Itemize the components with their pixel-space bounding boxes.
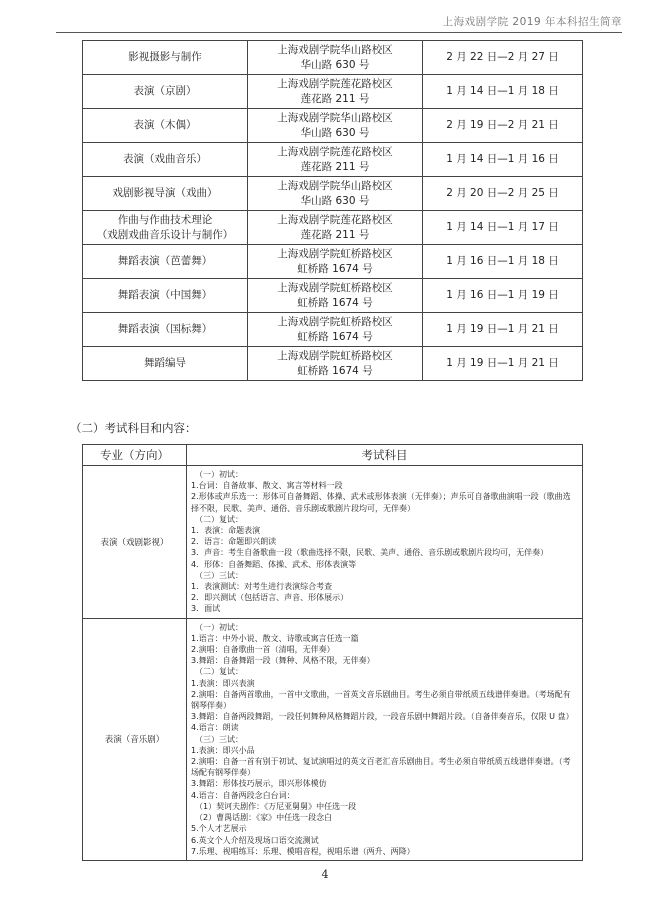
major-subtitle: （戏剧戏曲音乐设计与制作）	[96, 228, 234, 241]
content-line: （三）三试：	[195, 570, 243, 580]
subjects-cell	[187, 466, 583, 619]
date-cell: 2 月 20 日—2 月 25 日	[423, 177, 583, 211]
content-line: 2.演唱：自备歌曲一首（清唱，无伴奏）	[191, 645, 335, 655]
major-cell	[83, 177, 248, 211]
exam-subjects-table	[82, 444, 583, 861]
location-cell	[248, 313, 423, 347]
content-line: 4．形体：自备舞蹈、体操、武术、形体表演等	[191, 559, 357, 569]
campus-address: 华山路 630 号	[300, 126, 370, 139]
content-line: （2）曹禺话剧：《家》中任选一段念白	[195, 813, 333, 823]
location-cell	[248, 211, 423, 245]
date-cell: 2 月 22 日—2 月 27 日	[423, 41, 583, 75]
exam-schedule-table	[82, 40, 583, 381]
table-row	[83, 177, 583, 211]
content-line: 1．表演：命题表演	[191, 526, 261, 536]
running-header-title: 上海戏剧学院 2019 年本科招生简章	[442, 16, 622, 28]
table-row	[83, 347, 583, 381]
major-name: 表演（木偶）	[133, 119, 197, 131]
major-cell: 表演（戏剧影视）	[83, 466, 187, 619]
date-cell: 1 月 14 日—1 月 17 日	[423, 211, 583, 245]
campus-name: 上海戏剧学院虹桥路校区	[277, 281, 393, 294]
location-cell	[248, 279, 423, 313]
major-name: 舞蹈表演（中国舞）	[117, 289, 213, 301]
table-row	[83, 143, 583, 177]
table-row	[83, 279, 583, 313]
subjects-cell	[187, 618, 583, 860]
date-cell: 1 月 19 日—1 月 21 日	[423, 313, 583, 347]
major-name: 舞蹈编导	[144, 357, 186, 369]
major-cell	[83, 143, 248, 177]
major-cell: 表演（音乐剧）	[83, 618, 187, 860]
content-line: 6.英文个人介绍及现场口语交流测试	[191, 835, 319, 845]
content-line: 5.个人才艺展示	[191, 824, 247, 834]
content-line: （二）复试：	[195, 667, 243, 677]
campus-name: 上海戏剧学院虹桥路校区	[277, 349, 393, 362]
campus-address: 虹桥路 1674 号	[297, 364, 373, 377]
campus-address: 华山路 630 号	[300, 194, 370, 207]
location-cell	[248, 75, 423, 109]
campus-name: 上海戏剧学院华山路校区	[277, 179, 393, 192]
major-cell	[83, 279, 248, 313]
table-row	[83, 313, 583, 347]
campus-name: 上海戏剧学院莲花路校区	[277, 77, 393, 90]
content-line: 1.表演：即兴小品	[191, 745, 255, 755]
content-line: 3.舞蹈：自备舞蹈一段（舞种、风格不限，无伴奏）	[191, 656, 375, 666]
content-line: （三）三试：	[195, 734, 243, 744]
exam-content	[187, 619, 582, 860]
content-line: 3.舞蹈：自备两段舞蹈，一段任何舞种风格舞蹈片段，一段音乐剧中舞蹈片段。（自备伴奏音乐，仅限 U 盘）	[191, 712, 574, 722]
table-row	[83, 41, 583, 75]
date-cell: 1 月 16 日—1 月 18 日	[423, 245, 583, 279]
table-header-row	[83, 445, 583, 466]
column-header-subjects: 考试科目	[187, 445, 583, 466]
campus-address: 莲花路 211 号	[300, 160, 370, 173]
date-cell: 2 月 19 日—2 月 21 日	[423, 109, 583, 143]
campus-name: 上海戏剧学院华山路校区	[277, 43, 393, 56]
major-name: 舞蹈表演（芭蕾舞）	[117, 255, 213, 267]
campus-address: 虹桥路 1674 号	[297, 330, 373, 343]
content-line: 1．表演测试：对考生进行表演综合考查	[191, 582, 333, 592]
campus-name: 上海戏剧学院莲花路校区	[277, 145, 393, 158]
content-line: 4.语言：自备两段念白台词：	[191, 790, 295, 800]
location-cell	[248, 41, 423, 75]
campus-address: 莲花路 211 号	[300, 92, 370, 105]
major-cell	[83, 347, 248, 381]
campus-name: 上海戏剧学院华山路校区	[277, 111, 393, 124]
campus-name: 上海戏剧学院虹桥路校区	[277, 315, 393, 328]
major-name: 戏剧影视导演（戏曲）	[112, 187, 218, 199]
location-cell	[248, 245, 423, 279]
date-cell: 1 月 14 日—1 月 18 日	[423, 75, 583, 109]
content-line: 2.演唱：自备两首歌曲，一首中文歌曲，一首英文音乐剧曲目。考生必须自带纸质五线谱伴奏谱。（考场配有钢琴伴奏）	[191, 689, 571, 711]
content-line: 2.形体或声乐选一：形体可自备舞蹈、体操、武术或形体表演（无伴奏）；声乐可自备歌曲演唱一段（歌曲选择不限，民歌、美声、通俗、音乐剧或歌剧片段均可，无伴奏）	[191, 492, 571, 513]
exam-content	[187, 466, 582, 618]
major-cell	[83, 313, 248, 347]
content-line: 4.语言：朗读	[191, 723, 239, 733]
content-line: （一）初试：	[195, 470, 243, 479]
location-cell	[248, 177, 423, 211]
content-line: 2.演唱：自备一首有别于初试、复试演唱过的英文百老汇音乐剧曲目。考生必须自带纸质五线谱伴奏谱。（考场配有钢琴伴奏）	[191, 757, 571, 778]
content-line: 1.表演：即兴表演	[191, 678, 255, 688]
table-row	[83, 245, 583, 279]
content-line: 1.语言：中外小说、散文、诗歌或寓言任选一篇	[191, 633, 359, 643]
campus-address: 华山路 630 号	[300, 58, 370, 71]
table-row	[83, 211, 583, 245]
date-cell: 1 月 14 日—1 月 16 日	[423, 143, 583, 177]
table-row	[83, 75, 583, 109]
major-name: 作曲与作曲技术理论	[117, 213, 213, 226]
page-number: 4	[321, 868, 329, 881]
content-line: 3．声音：考生自备歌曲一段（歌曲选择不限，民歌、美声、通俗、音乐剧或歌剧片段均可，无伴奏）	[191, 548, 549, 558]
section-title: （二）考试科目和内容：	[70, 421, 197, 435]
content-line: 2．即兴测试（包括语言、声音、形体展示）	[191, 593, 349, 603]
date-cell: 1 月 16 日—1 月 19 日	[423, 279, 583, 313]
location-cell	[248, 143, 423, 177]
major-name: 影视摄影与制作	[128, 51, 202, 63]
campus-address: 虹桥路 1674 号	[297, 262, 373, 275]
content-line: 3．面试	[191, 604, 221, 614]
content-line: 7.乐理、视唱练耳：乐理、模唱音程，视唱乐谱（两升、两降）	[191, 846, 415, 856]
major-cell	[83, 109, 248, 143]
campus-address: 莲花路 211 号	[300, 228, 370, 241]
table-row	[83, 618, 583, 860]
table-row	[83, 109, 583, 143]
major-name: 表演（京剧）	[133, 85, 197, 97]
table-row	[83, 466, 583, 619]
campus-name: 上海戏剧学院虹桥路校区	[277, 247, 393, 260]
column-header-major: 专业（方向）	[83, 445, 187, 466]
content-line: 3.舞蹈：形体技巧展示，即兴形体模仿	[191, 779, 327, 789]
content-line: （二）复试：	[195, 514, 243, 524]
major-cell	[83, 245, 248, 279]
campus-address: 虹桥路 1674 号	[297, 296, 373, 309]
header-rule	[56, 32, 622, 33]
major-name: 表演（戏曲音乐）	[123, 153, 207, 165]
major-cell	[83, 211, 248, 245]
content-line: （1）契诃夫剧作：《万尼亚舅舅》中任选一段	[195, 801, 357, 811]
content-line: 1.台词：自备故事、散文、寓言等材料一段	[191, 481, 343, 491]
date-cell: 1 月 19 日—1 月 21 日	[423, 347, 583, 381]
major-cell	[83, 41, 248, 75]
major-name: 舞蹈表演（国标舞）	[117, 323, 213, 335]
location-cell	[248, 109, 423, 143]
major-cell	[83, 75, 248, 109]
campus-name: 上海戏剧学院莲花路校区	[277, 213, 393, 226]
location-cell	[248, 347, 423, 381]
content-line: 2．语言：命题即兴朗读	[191, 537, 277, 547]
content-line: （一）初试：	[195, 622, 243, 632]
